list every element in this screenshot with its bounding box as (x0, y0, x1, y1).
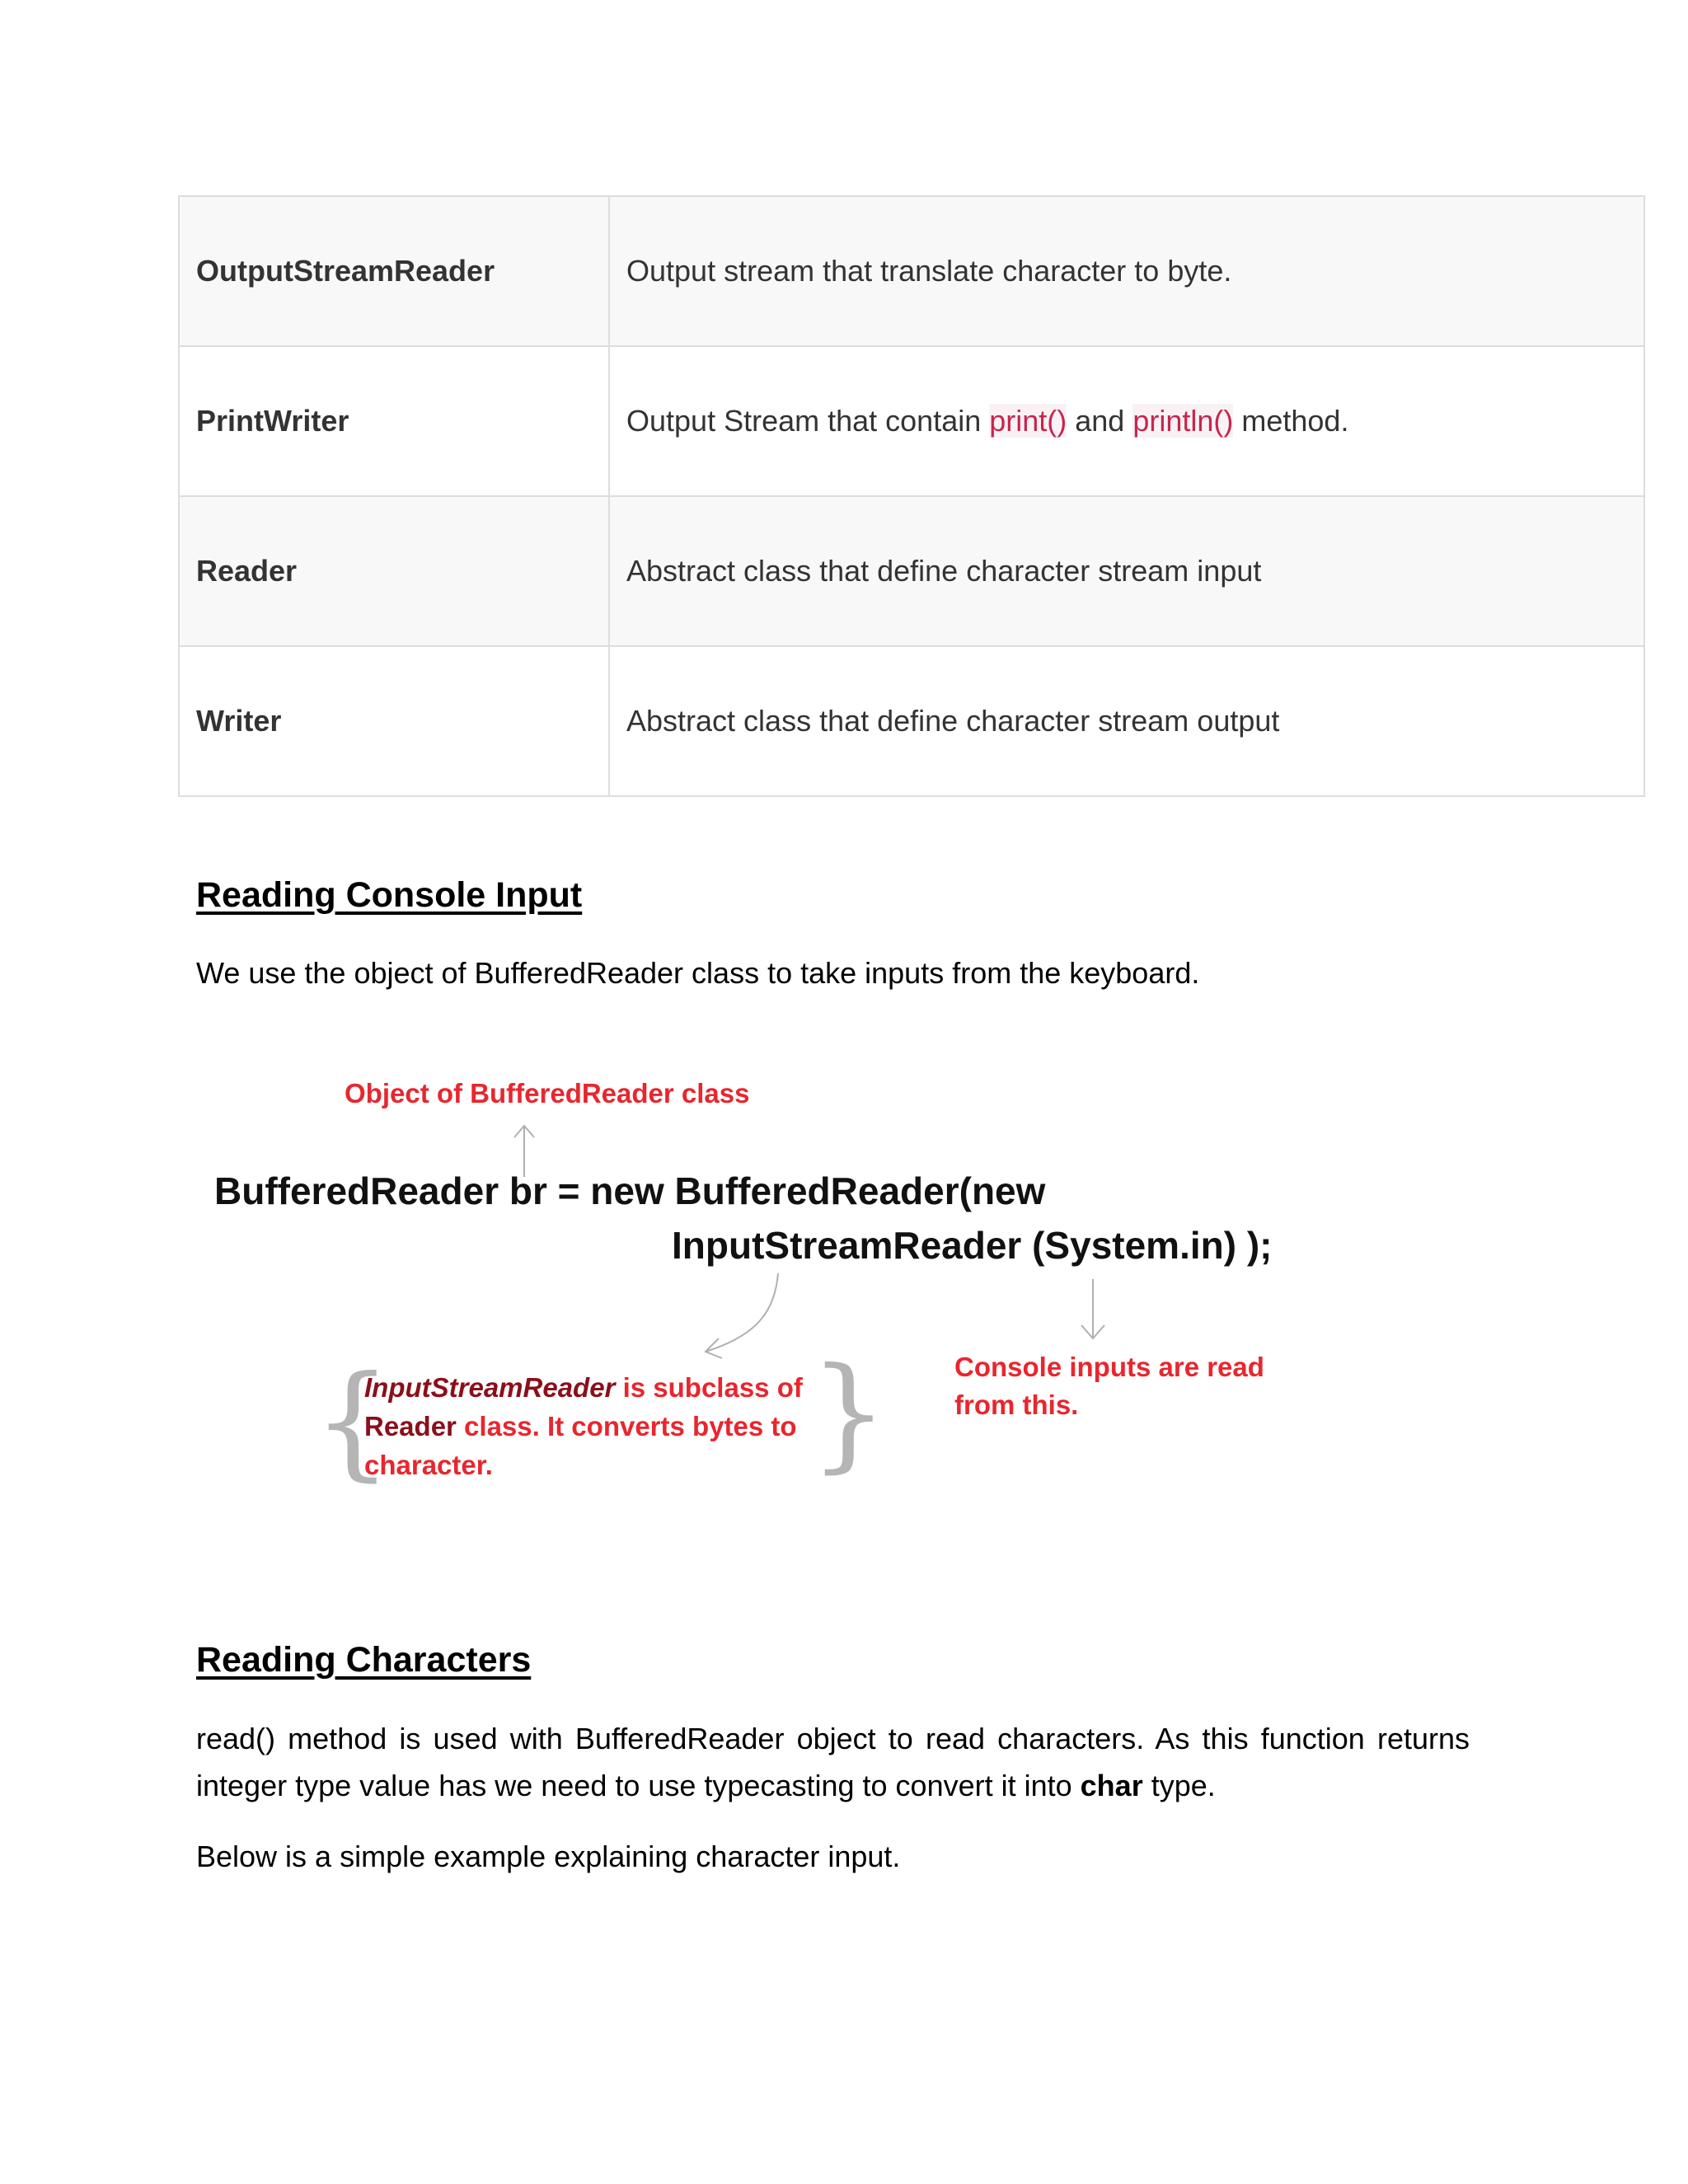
class-name-cell: OutputStreamReader (179, 196, 609, 346)
down-arrow-icon (1081, 1279, 1104, 1338)
table-row (179, 646, 1644, 796)
input-stream-reader-note (364, 1368, 826, 1484)
section-paragraph: We use the object of BufferedReader class to take inputs from the keyboard. (196, 956, 1200, 990)
table-row (179, 196, 1644, 346)
section-paragraph (196, 1715, 1470, 1809)
inline-code-print: print() (989, 404, 1067, 438)
isr-class-name: InputStreamReader (364, 1372, 616, 1403)
desc-text: method. (1233, 404, 1349, 438)
isr-text: is subclass of (615, 1372, 803, 1403)
curved-arrow-icon (706, 1273, 778, 1358)
up-arrow-icon (514, 1126, 534, 1177)
left-brace-icon: { (313, 1350, 392, 1493)
class-desc-cell: Output stream that translate character to byte. (609, 196, 1644, 346)
code-line-1: BufferedReader br = new BufferedReader(new (214, 1169, 1046, 1212)
desc-text: and (1067, 404, 1133, 438)
code-line-2: InputStreamReader (System.in) ); (672, 1224, 1273, 1267)
para-text: type. (1142, 1769, 1216, 1802)
stream-classes-table (178, 195, 1645, 797)
table-row (179, 346, 1644, 496)
reader-class-name: Reader (364, 1411, 457, 1441)
section-heading-reading-characters: Reading Characters (196, 1640, 532, 1680)
table-row (179, 496, 1644, 646)
console-note: Console inputs are read from this. (954, 1352, 1264, 1420)
class-desc-cell: Abstract class that define character stream output (609, 646, 1644, 796)
right-brace-icon: } (809, 1342, 889, 1485)
class-name-cell: Writer (179, 646, 609, 796)
inline-code-println: println() (1132, 404, 1234, 438)
isr-text: class. It converts bytes to character. (364, 1411, 797, 1480)
char-keyword: char (1080, 1769, 1143, 1802)
para-text: read() method is used with BufferedReader object to read characters. As this function returns integer type value has we need to use typecasting to convert it into (196, 1722, 1470, 1802)
class-desc-cell: Abstract class that define character stream input (609, 496, 1644, 646)
section-paragraph: Below is a simple example explaining character input. (196, 1840, 901, 1873)
class-desc-cell (609, 346, 1644, 496)
section-heading-console-input: Reading Console Input (196, 875, 583, 915)
desc-text: Output Stream that contain (626, 404, 990, 438)
class-name-cell: Reader (179, 496, 609, 646)
class-name-cell: PrintWriter (179, 346, 609, 496)
object-label: Object of BufferedReader class (345, 1078, 750, 1108)
